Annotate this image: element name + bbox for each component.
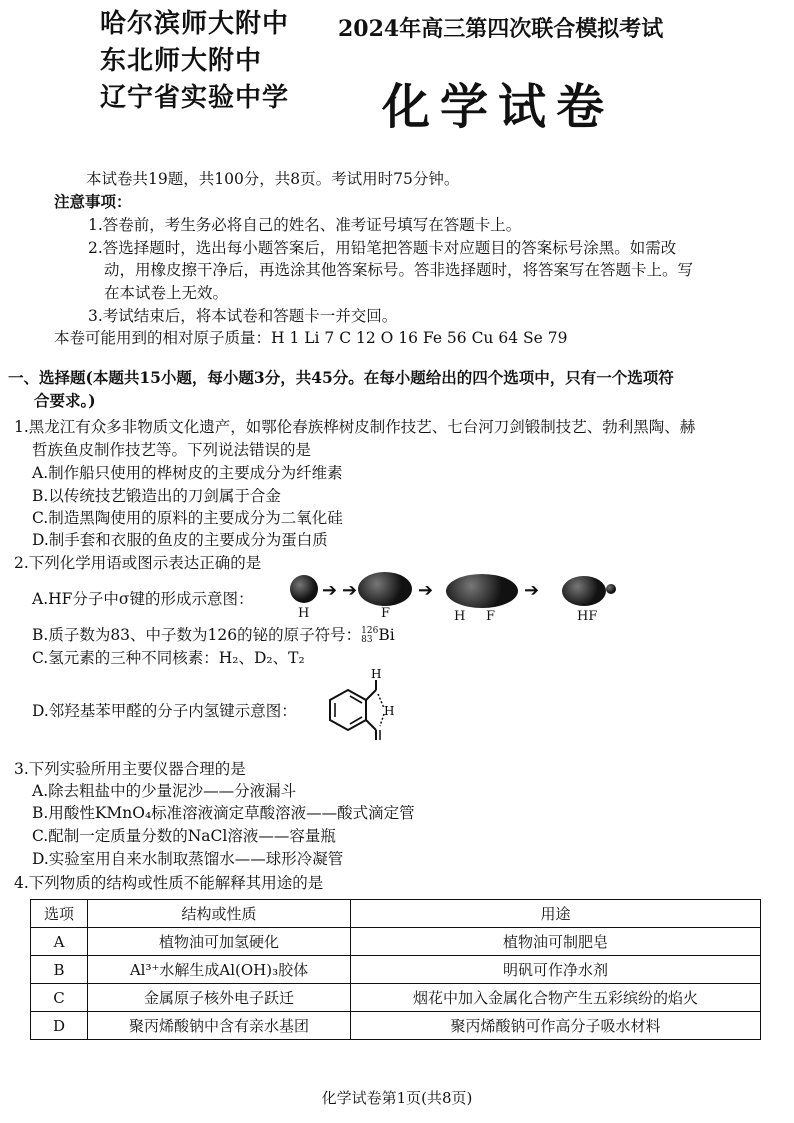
arrow-icon: ➔ <box>322 580 338 601</box>
arrow-icon: ➔ <box>342 580 358 601</box>
option-b: B.用酸性KMnO₄标准溶液滴定草酸溶液——酸式滴定管 <box>32 804 415 822</box>
notice-item: 2.答选择题时，选出每小题答案后，用铅笔把答题卡对应题目的答案标号涂黑。如需改 <box>88 239 677 257</box>
table-cell: 植物油可加氢硬化 <box>88 928 351 956</box>
arrow-icon: ➔ <box>418 580 434 601</box>
atom-label: HF <box>577 609 598 624</box>
option-d: D.制手套和衣服的鱼皮的主要成分为蛋白质 <box>32 531 328 549</box>
table-header: 结构或性质 <box>88 900 351 928</box>
section-heading: 合要求。) <box>34 391 96 410</box>
question-stem: 3.下列实验所用主要仪器合理的是 <box>14 760 246 778</box>
atomic-number: 83 <box>361 635 373 645</box>
atom-label: F <box>486 609 496 624</box>
arrow-icon: ➔ <box>524 580 540 601</box>
table-cell: B <box>31 956 88 984</box>
salicylaldehyde-structure-icon <box>320 668 410 748</box>
option-c: C.配制一定质量分数的NaCl溶液——容量瓶 <box>32 827 336 845</box>
school-name: 辽宁省实验中学 <box>100 83 290 113</box>
option-d: D.邻羟基苯甲醛的分子内氢键示意图： <box>32 702 297 720</box>
table-header-row <box>31 900 761 928</box>
svg-text:H: H <box>371 668 382 681</box>
h-atom-icon <box>290 575 318 603</box>
question-stem: 4.下列物质的结构或性质不能解释其用途的是 <box>14 874 324 892</box>
table-cell: C <box>31 984 88 1012</box>
table-cell: 烟花中加入金属化合物产生五彩缤纷的焰火 <box>351 984 761 1012</box>
option-b <box>32 624 395 646</box>
option-d: D.实验室用自来水制取蒸馏水——球形冷凝管 <box>32 850 344 868</box>
table-cell: 金属原子核外电子跃迁 <box>88 984 351 1012</box>
notice-item: 3.考试结束后，将本试卷和答题卡一并交回。 <box>88 307 398 325</box>
option-c: C.制造黑陶使用的原料的主要成分为二氧化硅 <box>32 509 343 527</box>
atom-label: H <box>454 609 466 624</box>
exam-summary: 本试卷共19题，共100分，共8页。考试用时75分钟。 <box>86 170 460 188</box>
question-stem: 1.黑龙江有众多非物质文化遗产，如鄂伦春族桦树皮制作技艺、七台河刀剑锻制技艺、勃利黑陶、赫 <box>14 418 696 436</box>
atom-label: F <box>381 606 391 621</box>
page-footer: 化学试卷第1页(共8页) <box>321 1089 473 1107</box>
atomic-mass-line: 本卷可能用到的相对原子质量：H 1 Li 7 C 12 O 16 Fe 56 Cu 64 Se 79 <box>54 329 568 347</box>
table-header: 选项 <box>31 900 88 928</box>
table-cell: 明矾可作净水剂 <box>351 956 761 984</box>
hf-overlap-icon <box>446 574 518 608</box>
svg-text:H: H <box>384 704 395 718</box>
option-a: A.HF分子中σ键的形成示意图： <box>32 590 254 608</box>
hf-molecule-icon <box>562 576 606 606</box>
school-name: 哈尔滨师大附中 <box>100 9 290 39</box>
option-c: C.氢元素的三种不同核素：H₂、D₂、T₂ <box>32 649 305 667</box>
notice-title: 注意事项： <box>54 192 132 211</box>
table-row <box>31 928 761 956</box>
section-heading: 一、选择题(本题共15小题，每小题3分，共45分。在每小题给出的四个选项中，只有一个选项符 <box>8 368 674 387</box>
f-orbital-icon <box>358 572 412 606</box>
atom-label: H <box>298 606 310 621</box>
option-a: A.除去粗盐中的少量泥沙——分液漏斗 <box>32 782 297 800</box>
table-row <box>31 1012 761 1040</box>
table-header: 用途 <box>351 900 761 928</box>
question-stem: 哲族鱼皮制作技艺等。下列说法错误的是 <box>32 441 312 459</box>
table-cell: 聚丙烯酸钠可作高分子吸水材料 <box>351 1012 761 1040</box>
table-cell: 聚丙烯酸钠中含有亲水基团 <box>88 1012 351 1040</box>
table-cell: 植物油可制肥皂 <box>351 928 761 956</box>
element-symbol: Bi <box>378 626 395 644</box>
notice-item: 在本试卷上无效。 <box>104 284 229 302</box>
notice-item: 1.答卷前，考生务必将自己的姓名、准考证号填写在答题卡上。 <box>88 216 522 234</box>
notice-item: 动，用橡皮擦干净后，再选涂其他答案标号。答非选择题时，将答案写在答题卡上。写 <box>104 261 694 279</box>
question-stem: 2.下列化学用语或图示表达正确的是 <box>14 554 262 572</box>
school-list <box>100 6 289 117</box>
option-b: B.以传统技艺锻造出的刀剑属于合金 <box>32 487 281 505</box>
school-name: 东北师大附中 <box>100 46 263 76</box>
table-row <box>31 984 761 1012</box>
mass-number: 126 <box>361 626 379 636</box>
h-atom-icon <box>606 584 616 594</box>
option-a: A.制作船只使用的桦树皮的主要成分为纤维素 <box>32 464 343 482</box>
exam-title: 2024年高三第四次联合模拟考试 <box>338 16 664 42</box>
subject-title: 化学试卷 <box>382 79 615 135</box>
table-cell: Al³⁺水解生成Al(OH)₃胶体 <box>88 956 351 984</box>
answer-table <box>30 899 761 1040</box>
table-row <box>31 956 761 984</box>
option-b-text: B.质子数为83、中子数为126的铋的原子符号： <box>32 626 362 644</box>
table-cell: D <box>31 1012 88 1040</box>
table-cell: A <box>31 928 88 956</box>
